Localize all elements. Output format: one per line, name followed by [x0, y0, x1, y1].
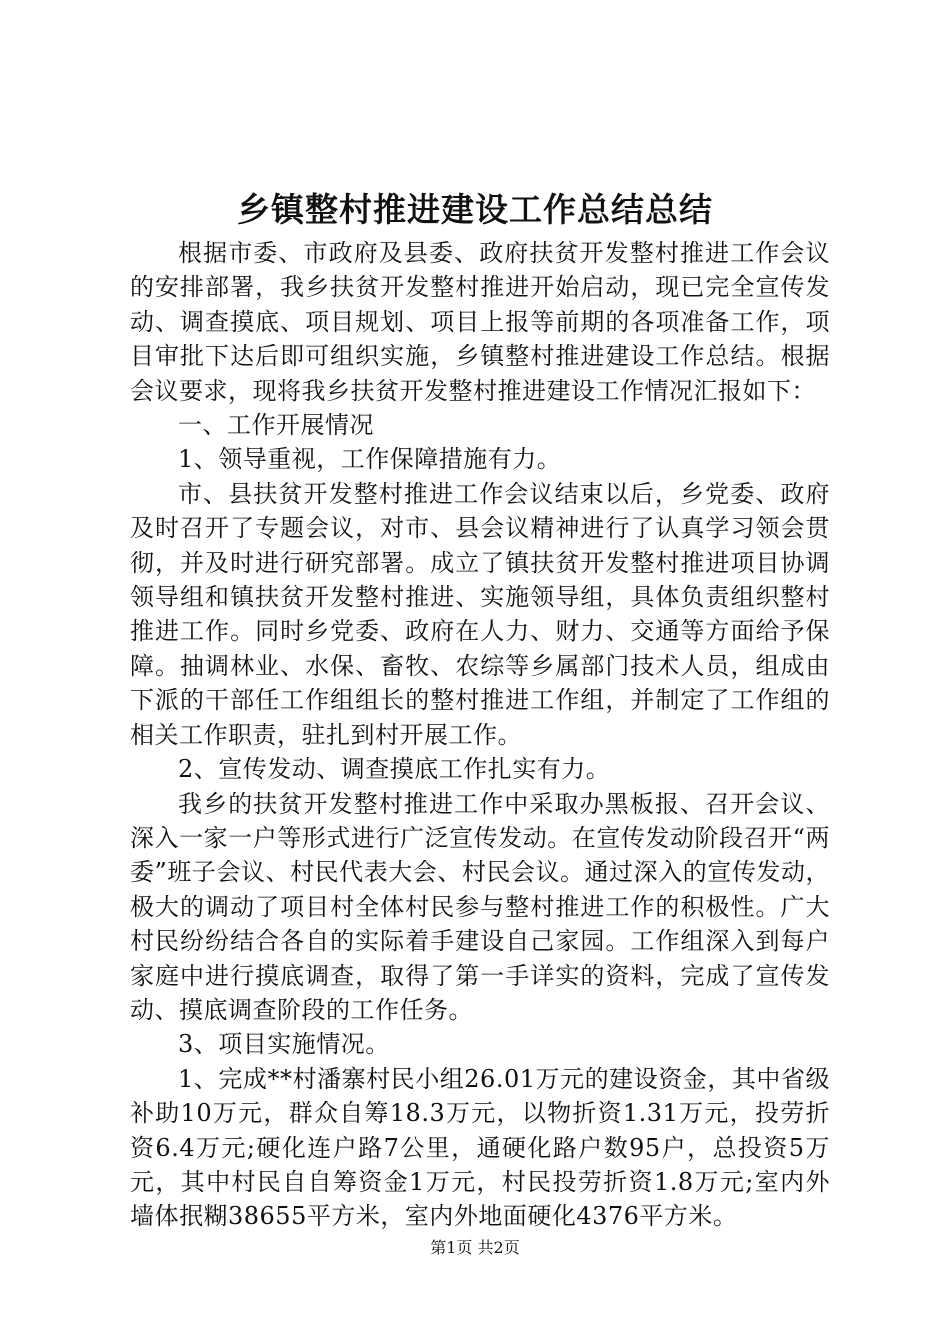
document-body: [130, 236, 830, 1234]
paragraph-leadership: 市、县扶贫开发整村推进工作会议结束以后，乡党委、政府及时召开了专题会议，对市、县会议精神进行了认真学习领会贯彻，并及时进行研究部署。成立了镇扶贫开发整村推进项目协调领导组和镇扶贫开发整村推进、实施领导组，具体负责组织整村推进工作。同时乡党委、政府在人力、财力、交通等方面给予保障。抽调林业、水保、畜牧、农综等乡属部门技术人员，组成由下派的干部任工作组组长的整村推进工作组，并制定了工作组的相关工作职责，驻扎到村开展工作。: [130, 479, 830, 749]
subheading-project: 3、项目实施情况。: [178, 1030, 390, 1059]
heading-work-status: 一、工作开展情况: [178, 411, 374, 440]
paragraph-intro: 根据市委、市政府及县委、政府扶贫开发整村推进工作会议的安排部署，我乡扶贫开发整村推进开始启动，现已完全宣传发动、调查摸底、项目规划、项目上报等前期的各项准备工作，项目审批下达后即可组织实施，乡镇整村推进建设工作总结。根据会议要求，现将我乡扶贫开发整村推进建设工作情况汇报如下：: [130, 239, 830, 405]
paragraph-publicity: 我乡的扶贫开发整村推进工作中采取办黑板报、召开会议、深入一家一户等形式进行广泛宣传发动。在宣传发动阶段召开“两委”班子会议、村民代表大会、村民会议。通过深入的宣传发动，极大的调动了项目村全体村民参与整村推进工作的积极性。广大村民纷纷结合各自的实际着手建设自己家园。工作组深入到每户家庭中进行摸底调查，取得了第一手详实的资料，完成了宣传发动、摸底调查阶段的工作任务。: [130, 789, 830, 1024]
subheading-publicity: 2、宣传发动、调查摸底工作扎实有力。: [178, 755, 611, 784]
subheading-leadership: 1、领导重视，工作保障措施有力。: [178, 445, 562, 474]
paragraph-project: 1、完成**村潘寨村民小组26.01万元的建设资金，其中省级补助10万元，群众自筹18.3万元，以物折资1.31万元，投劳折资6.4万元;硬化连户路7公里，通硬化路户数95户，总投资5万元，其中村民自自筹资金1万元，村民投劳折资1.8万元;室内外墙体抿糊38655平方米，室内外地面硬化4376平方米。: [130, 1064, 830, 1231]
page-number-footer: 第1页 共2页: [430, 1238, 520, 1257]
document-title: 乡镇整村推进建设工作总结总结: [237, 190, 713, 229]
